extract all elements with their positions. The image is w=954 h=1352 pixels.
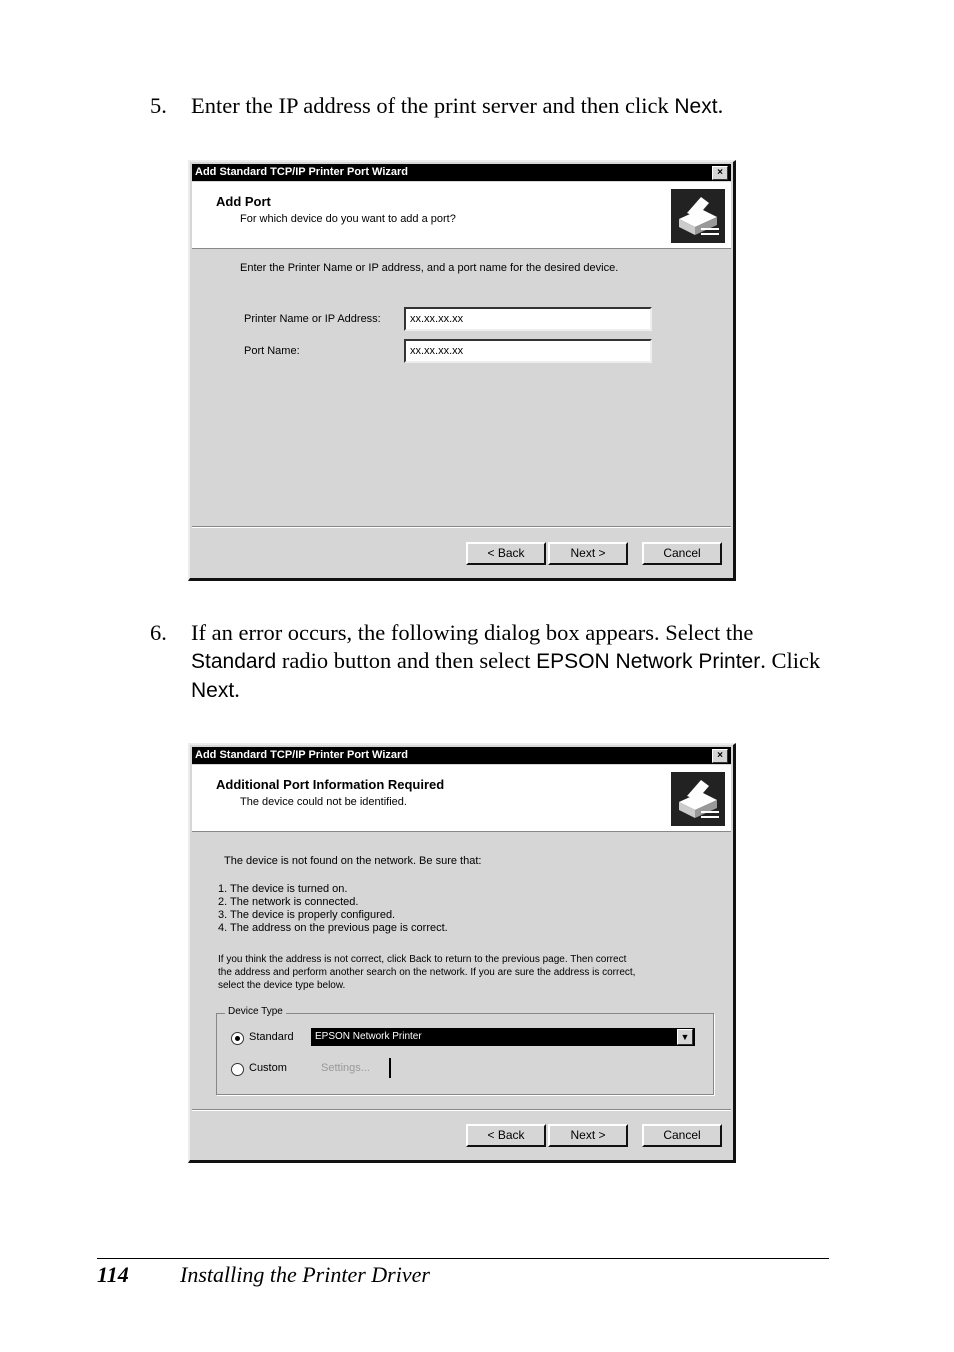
group-label: Device Type (225, 1006, 286, 1017)
footer-rule (97, 1258, 829, 1259)
add-port-dialog (188, 160, 736, 581)
close-button[interactable]: × (712, 749, 728, 763)
intro-text: The device is not found on the network. Be sure that: (224, 855, 482, 867)
settings-button[interactable]: Settings... (321, 1062, 370, 1074)
checklist-item: 1. The device is turned on. (218, 883, 348, 895)
cancel-button[interactable]: Cancel (642, 1124, 722, 1147)
dropdown-arrow-icon[interactable]: ▼ (677, 1029, 693, 1045)
select-value: EPSON Network Printer (315, 1031, 422, 1042)
ui-term-standard: Standard (191, 650, 277, 673)
device-type-select[interactable] (311, 1028, 695, 1046)
next-button[interactable]: Next > (548, 1124, 628, 1147)
step-text: Enter the IP address of the print server and then click Next. (191, 93, 724, 118)
port-name-label: Port Name: (244, 345, 300, 357)
help-paragraph-line: If you think the address is not correct, click Back to return to the previous page. Then correct (218, 954, 627, 965)
page-number: 114 (97, 1262, 129, 1287)
back-button[interactable]: < Back (466, 542, 546, 565)
ui-term-epson-network-printer: EPSON Network Printer (536, 650, 761, 673)
settings-divider (389, 1058, 391, 1078)
step-number: 6. (150, 620, 167, 645)
step-number: 5. (150, 93, 167, 118)
custom-radio-label[interactable]: Custom (249, 1062, 287, 1074)
dialog-title: Add Standard TCP/IP Printer Port Wizard (195, 166, 409, 178)
dialog-title-bar (192, 164, 731, 181)
cancel-button[interactable]: Cancel (642, 542, 722, 565)
close-button[interactable]: × (712, 166, 728, 180)
back-button[interactable]: < Back (466, 1124, 546, 1147)
step-text: If an error occurs, the following dialog box appears. Select the Standard radio button and then select EPSON Network Printer. Click Next. (191, 620, 821, 702)
header-subtitle: For which device do you want to add a port? (240, 213, 456, 225)
printer-port-icon (671, 772, 725, 826)
wizard-header (192, 182, 731, 249)
printer-name-input[interactable]: xx.xx.xx.xx (404, 307, 652, 331)
checklist-item: 2. The network is connected. (218, 896, 359, 908)
dialog-title: Add Standard TCP/IP Printer Port Wizard (195, 749, 409, 761)
ui-term-next: Next (191, 679, 235, 702)
help-paragraph-line: the address and perform another search on the network. If you are sure the address is correct, (218, 967, 636, 978)
header-subtitle: The device could not be identified. (240, 796, 407, 808)
button-separator (192, 526, 731, 528)
chapter-title: Installing the Printer Driver (180, 1262, 430, 1287)
button-separator (192, 1109, 731, 1111)
additional-port-info-dialog (188, 743, 736, 1163)
ui-term-next: Next (674, 95, 718, 118)
device-type-group (216, 1006, 714, 1095)
printer-port-icon (671, 189, 725, 243)
checklist-item: 4. The address on the previous page is correct. (218, 922, 448, 934)
port-name-input[interactable]: xx.xx.xx.xx (404, 339, 652, 363)
standard-radio[interactable] (231, 1032, 244, 1045)
standard-radio-label[interactable]: Standard (249, 1031, 294, 1043)
printer-name-label: Printer Name or IP Address: (244, 313, 381, 325)
wizard-header (192, 765, 731, 832)
dialog-title-bar (192, 747, 731, 764)
help-paragraph-line: select the device type below. (218, 980, 346, 991)
next-button[interactable]: Next > (548, 542, 628, 565)
header-title: Add Port (216, 194, 271, 209)
custom-radio[interactable] (231, 1063, 244, 1076)
header-title: Additional Port Information Required (216, 777, 445, 792)
instruction-text: Enter the Printer Name or IP address, and a port name for the desired device. (240, 262, 619, 274)
checklist-item: 3. The device is properly configured. (218, 909, 396, 921)
